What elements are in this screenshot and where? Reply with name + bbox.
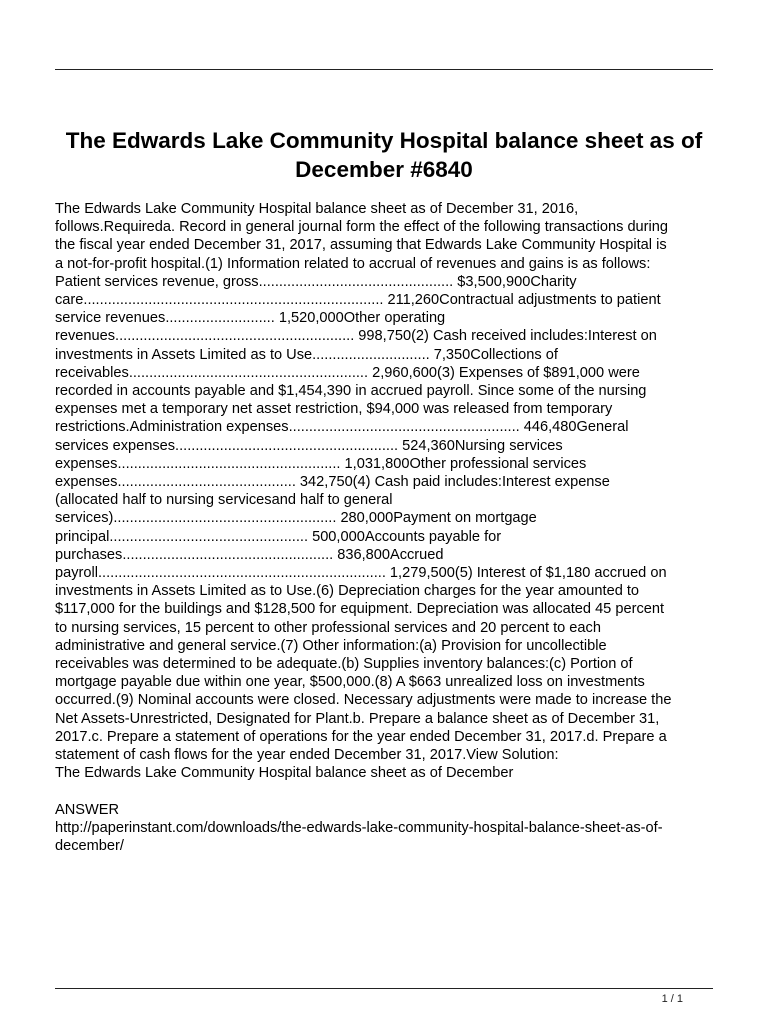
footer-rule [55, 988, 713, 989]
page-number: 1 / 1 [661, 993, 683, 1005]
page-title: The Edwards Lake Community Hospital balance sheet as of December #6840 [65, 128, 703, 182]
header-rule [55, 69, 713, 70]
document-body: The Edwards Lake Community Hospital balance sheet as of December 31, 2016, follows.Requireda. Record in general journal form the effect of the following transactions during the fiscal year ended December 31, 2017, assuming that Edwards Lake Community Hospital is a not-for-profit hospital.(1) Information related to accrual of revenues and gains is as follows: Patient services revenue, gross................................................ $3,500,900Charity care.......................................................................... 211,260Contractual adjustments to patient service revenues........................... 1,520,000Other operating revenues........................................................... 998,750(2) Cash received includes:Interest on investments in Assets Limited as to Use............................. 7,350Collections of receivables........................................................... 2,960,600(3) Expenses of $891,000 were recorded in accounts payable and $1,454,390 in accrued payroll. Since some of the nursing expenses met a temporary net asset restriction, $94,000 was released from temporary restrictions.Administration expenses......................................................... 446,480General services expenses....................................................... 524,360Nursing services expenses....................................................... 1,031,800Other professional services expenses............................................ 342,750(4) Cash paid includes:Interest expense (allocated half to nursing servicesand half to general services)....................................................... 280,000Payment on mortgage principal................................................. 500,000Accounts payable for purchases.................................................... 836,800Accrued payroll....................................................................... 1,279,500(5) Interest of $1,180 accrued on investments in Assets Limited as to Use.(6) Depreciation charges for the year amounted to $117,000 for the buildings and $128,500 for equipment. Depreciation was allocated 45 percent to nursing services, 15 percent to other professional services and 20 percent to each administrative and general service.(7) Other information:(a) Provision for uncollectible receivables was determined to be adequate.(b) Supplies inventory balances:(c) Portion of mortgage payable due within one year, $500,000.(8) A $663 unrealized loss on investments occurred.(9) Nominal accounts were closed. Necessary adjustments were made to increase the Net Assets-Unrestricted, Designated for Plant.b. Prepare a balance sheet as of December 31, 2017.c. Prepare a statement of operations for the year ended December 31, 2017.d. Prepare a statement of cash flows for the year ended December 31, 2017.View Solution: The Edwards Lake Community Hospital balance sheet as of December ANSWER http://paperinstant.com/downloads/the-edwards-lake-community-hospital-balance-sheet-as-of- december/ [55, 201, 672, 855]
